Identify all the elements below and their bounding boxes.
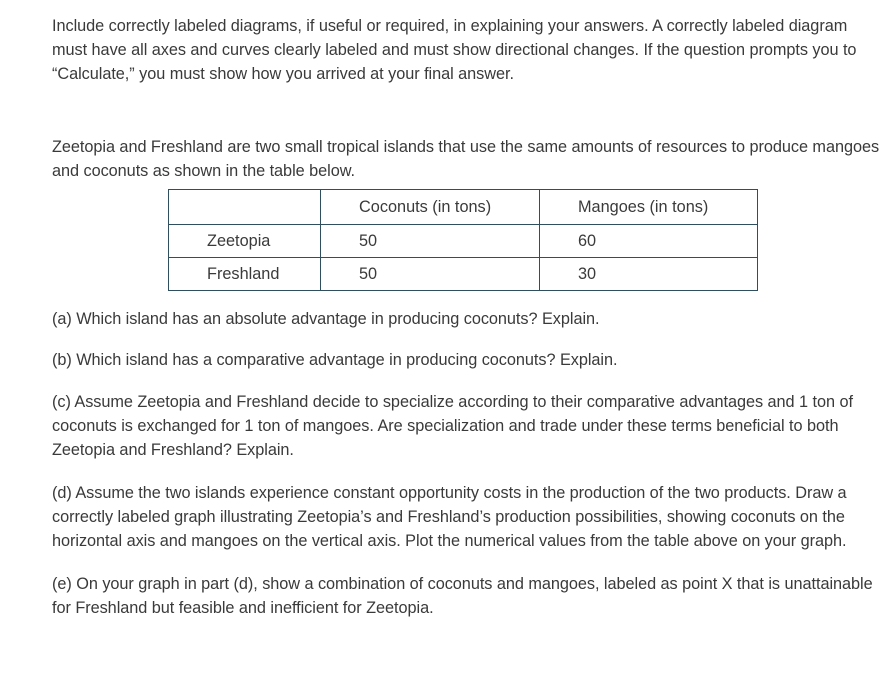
table-header-empty [169,190,321,225]
table-cell-coconuts: 50 [321,225,540,258]
question-document [52,14,882,620]
table-cell-island: Zeetopia [169,225,321,258]
question-stem: Zeetopia and Freshland are two small tropical islands that use the same amounts of resources to produce mangoes and coconuts as shown in the table below. [52,138,880,180]
table-cell-mangoes: 30 [540,258,758,291]
question-d: (d) Assume the two islands experience constant opportunity costs in the production of the two products. Draw a correctly labeled graph illustrating Zeetopia’s and Freshland’s production possibilities, showing coconuts on the horizontal axis and mangoes on the vertical axis. Plot the numerical values from the table above on your graph. [52,484,847,550]
question-a: (a) Which island has an absolute advantage in producing coconuts? Explain. [52,310,600,328]
table-header-mangoes: Mangoes (in tons) [540,190,758,225]
table-cell-mangoes: 60 [540,225,758,258]
question-c: (c) Assume Zeetopia and Freshland decide to specialize according to their comparative advantages and 1 ton of coconuts is exchanged for 1 ton of mangoes. Are specialization and trade under these terms beneficial to both Zeetopia and Freshland? Explain. [52,393,853,459]
table-header-coconuts: Coconuts (in tons) [321,190,540,225]
resource-table-container [168,189,882,291]
table-cell-coconuts: 50 [321,258,540,291]
instructions-paragraph: Include correctly labeled diagrams, if useful or required, in explaining your answers. A correctly labeled diagram must have all axes and curves clearly labeled and must show directional changes. If the question prompts you to “Calculate,” you must show how you arrived at your final answer. [52,17,857,83]
table-cell-island: Freshland [169,258,321,291]
table-row [169,225,758,258]
table-header-row [169,190,758,225]
resource-table [168,189,758,291]
question-b: (b) Which island has a comparative advantage in producing coconuts? Explain. [52,351,618,369]
table-row [169,258,758,291]
question-e: (e) On your graph in part (d), show a combination of coconuts and mangoes, labeled as point X that is unattainable for Freshland but feasible and inefficient for Zeetopia. [52,575,873,617]
